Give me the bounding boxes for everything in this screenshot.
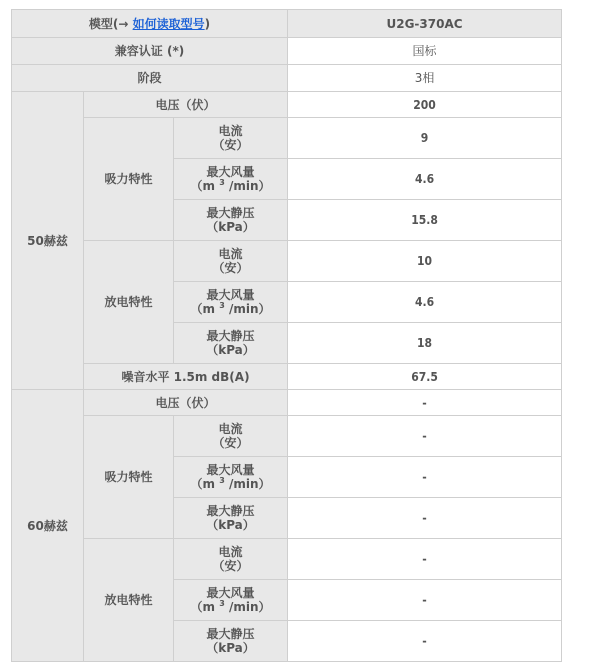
hz50-suction-airflow-label: 最大风量 （m $^3$ /min） (174, 159, 288, 200)
hz60-discharge-pressure-value: - (288, 621, 562, 662)
hz60-suction-label: 吸力特性 (84, 416, 174, 539)
hz50-discharge-pressure-label: 最大静压 （kPa） (174, 323, 288, 364)
phase-value: 3相 (288, 65, 562, 92)
hz60-suction-airflow-value: - (288, 457, 562, 498)
row-50hz-voltage (12, 92, 562, 118)
model-label-prefix: 模型(→ (88, 16, 133, 31)
row-certification (12, 38, 562, 65)
hz50-suction-current-label: 电流 （安） (174, 118, 288, 159)
hz60-voltage-label: 电压（伏） (84, 390, 288, 416)
certification-value: 国标 (288, 38, 562, 65)
hz60-label: 60赫兹 (12, 390, 84, 662)
model-label-suffix: ) (204, 16, 211, 31)
row-60hz-voltage (12, 390, 562, 416)
hz50-voltage-value: 200 (288, 92, 562, 118)
hz60-suction-pressure-label: 最大静压 （kPa） (174, 498, 288, 539)
hz60-suction-current-value: - (288, 416, 562, 457)
hz60-discharge-current-value: - (288, 539, 562, 580)
row-60hz-suction-current (12, 416, 562, 457)
certification-label: 兼容认证 (*) (12, 38, 288, 65)
model-label-cell (12, 10, 288, 38)
row-60hz-discharge-current (12, 539, 562, 580)
hz50-discharge-airflow-value: 4.6 (288, 282, 562, 323)
hz50-discharge-pressure-value: 18 (288, 323, 562, 364)
hz50-noise-value: 67.5 (288, 364, 562, 390)
hz60-suction-current-label: 电流 （安） (174, 416, 288, 457)
hz50-suction-pressure-label: 最大静压 （kPa） (174, 200, 288, 241)
hz50-discharge-current-label: 电流 （安） (174, 241, 288, 282)
hz60-voltage-value: - (288, 390, 562, 416)
hz60-discharge-label: 放电特性 (84, 539, 174, 662)
hz60-discharge-current-label: 电流 （安） (174, 539, 288, 580)
hz50-suction-airflow-value: 4.6 (288, 159, 562, 200)
how-to-read-model-link[interactable]: 如何读取型号 (132, 16, 205, 31)
hz50-discharge-label: 放电特性 (84, 241, 174, 364)
row-model (12, 10, 562, 38)
row-50hz-noise (12, 364, 562, 390)
phase-label: 阶段 (12, 65, 288, 92)
hz60-discharge-airflow-label: 最大风量 （m $^3$ /min） (174, 580, 288, 621)
hz50-label: 50赫兹 (12, 92, 84, 390)
hz50-voltage-label: 电压（伏） (84, 92, 288, 118)
hz50-suction-label: 吸力特性 (84, 118, 174, 241)
hz50-discharge-airflow-label: 最大风量 （m $^3$ /min） (174, 282, 288, 323)
spec-table (11, 9, 562, 662)
model-value: U2G-370AC (288, 10, 562, 38)
row-50hz-suction-current (12, 118, 562, 159)
hz50-noise-label: 噪音水平 1.5m dB(A) (84, 364, 288, 390)
hz50-suction-pressure-value: 15.8 (288, 200, 562, 241)
hz60-discharge-pressure-label: 最大静压 （kPa） (174, 621, 288, 662)
row-phase (12, 65, 562, 92)
hz50-discharge-current-value: 10 (288, 241, 562, 282)
hz50-suction-current-value: 9 (288, 118, 562, 159)
hz60-discharge-airflow-value: - (288, 580, 562, 621)
row-50hz-discharge-current (12, 241, 562, 282)
hz60-suction-airflow-label: 最大风量 （m $^3$ /min） (174, 457, 288, 498)
hz60-suction-pressure-value: - (288, 498, 562, 539)
